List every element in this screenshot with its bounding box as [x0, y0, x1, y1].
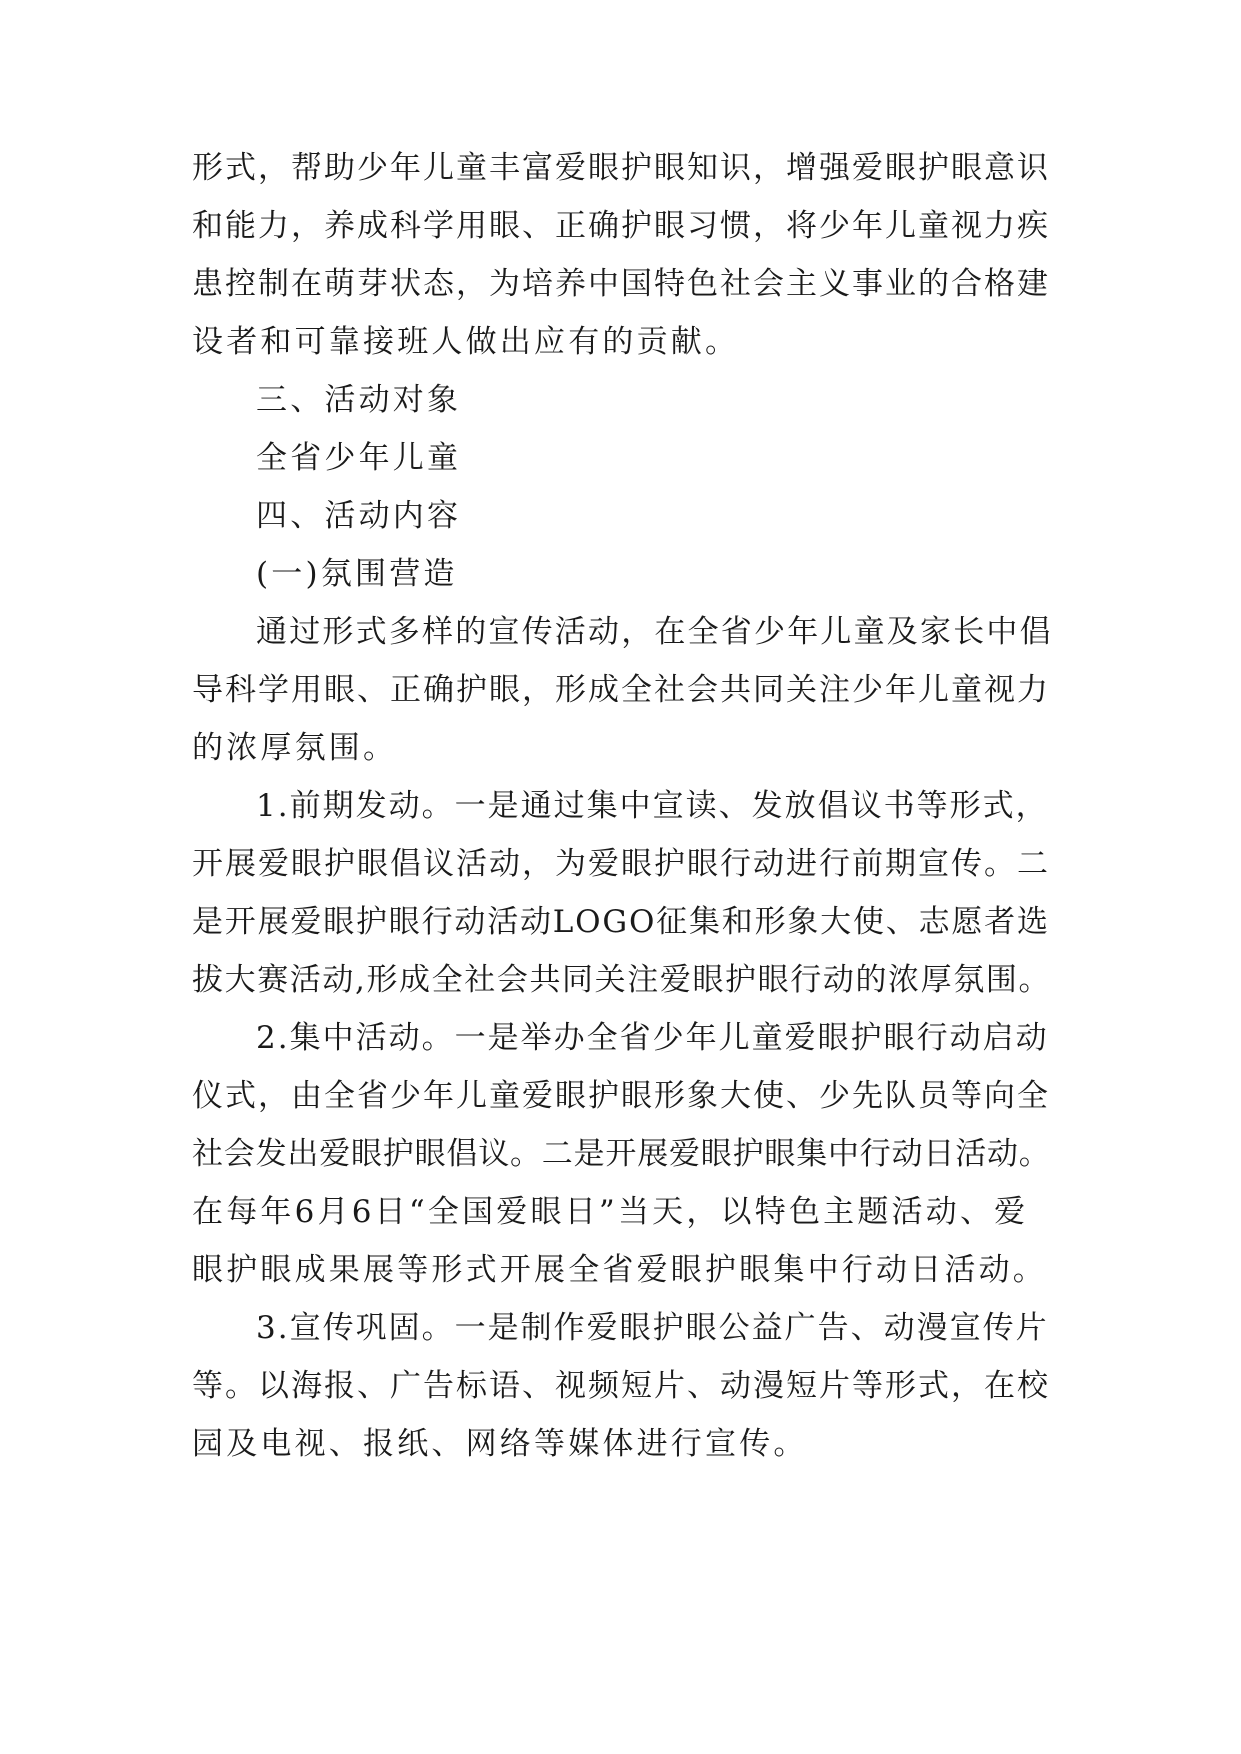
paragraph-line: 社会发出爱眼护眼倡议。二是开展爱眼护眼集中行动日活动。	[192, 1136, 1051, 1172]
paragraph-line: 开展爱眼护眼倡议活动，为爱眼护眼行动进行前期宣传。二	[192, 846, 1050, 882]
paragraph-line: 患控制在萌芽状态，为培养中国特色社会主义事业的合格建	[192, 266, 1050, 302]
paragraph-line: 1.前期发动。一是通过集中宣读、发放倡议书等形式，	[256, 788, 1049, 824]
paragraph-line: 设者和可靠接班人做出应有的贡献。	[192, 324, 740, 360]
section-heading: 三、活动对象	[256, 382, 462, 418]
subsection-heading: (一)氛围营造	[256, 556, 458, 592]
paragraph-line: 2.集中活动。一是举办全省少年儿童爱眼护眼行动启动	[256, 1020, 1049, 1056]
paragraph-line: 眼护眼成果展等形式开展全省爱眼护眼集中行动日活动。	[192, 1252, 1047, 1288]
paragraph-line: 导科学用眼、正确护眼，形成全社会共同关注少年儿童视力	[192, 672, 1050, 708]
section-heading: 四、活动内容	[256, 498, 462, 534]
paragraph-line: 是开展爱眼护眼行动活动LOGO征集和形象大使、志愿者选	[192, 904, 1050, 940]
paragraph-line: 3.宣传巩固。一是制作爱眼护眼公益广告、动漫宣传片	[256, 1310, 1049, 1346]
paragraph-line: 在每年6月6日“全国爱眼日”当天，以特色主题活动、爱	[192, 1194, 1029, 1230]
paragraph-line: 等。以海报、广告标语、视频短片、动漫短片等形式，在校	[192, 1368, 1050, 1404]
paragraph-line: 拔大赛活动,形成全社会共同关注爱眼护眼行动的浓厚氛围。	[192, 962, 1052, 998]
paragraph-line: 通过形式多样的宣传活动，在全省少年儿童及家长中倡	[256, 614, 1053, 650]
paragraph-line: 园及电视、报纸、网络等媒体进行宣传。	[192, 1426, 808, 1462]
paragraph-line: 形式，帮助少年儿童丰富爱眼护眼知识，增强爱眼护眼意识	[192, 150, 1050, 186]
paragraph-line: 的浓厚氛围。	[192, 730, 398, 766]
paragraph-line: 全省少年儿童	[256, 440, 462, 476]
paragraph-line: 仪式，由全省少年儿童爱眼护眼形象大使、少先队员等向全	[192, 1078, 1050, 1114]
paragraph-line: 和能力，养成科学用眼、正确护眼习惯，将少年儿童视力疾	[192, 208, 1050, 244]
